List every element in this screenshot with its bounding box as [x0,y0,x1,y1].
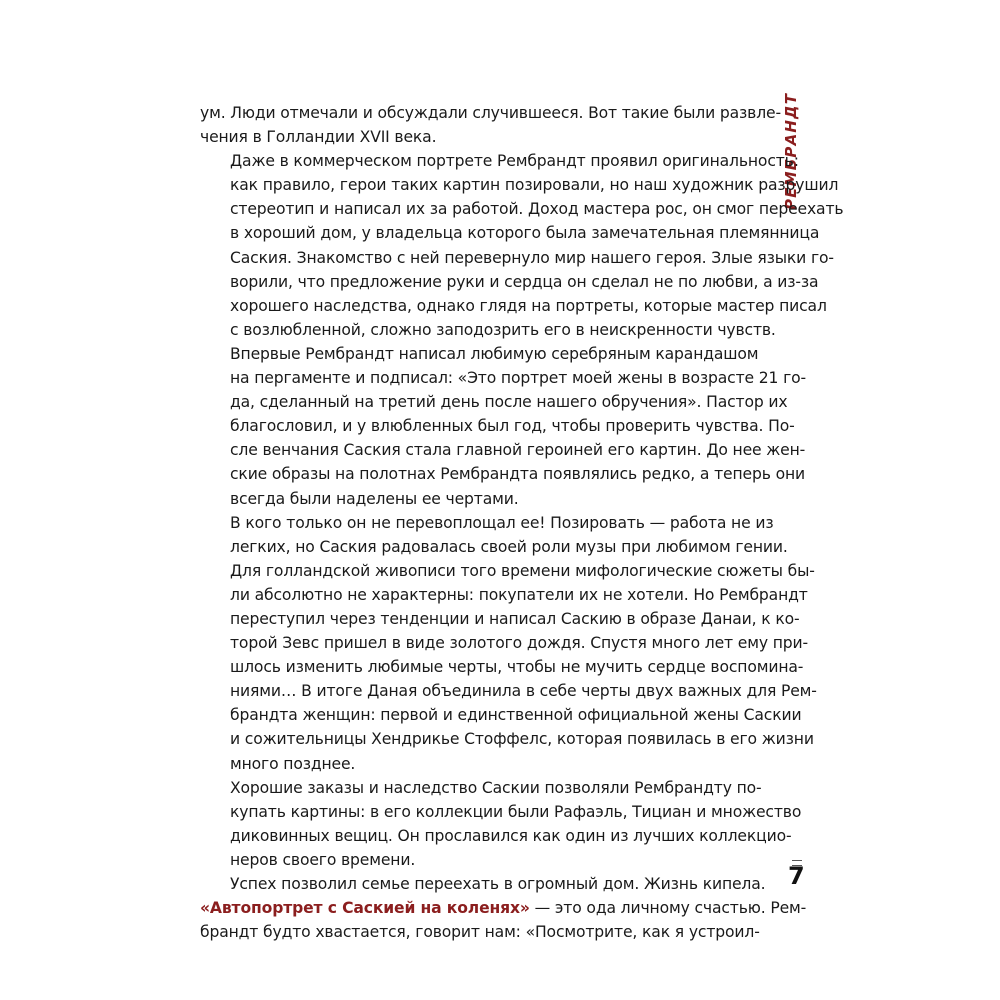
artwork-title: «Автопортрет с Саскией на коленях» [200,899,530,918]
text-line: ли абсолютно не характерны: покупатели их не хотели. Но Рембрандт [230,585,808,604]
paragraph-6 [200,872,766,896]
text-line: В кого только он не перевоплощал ее! Позировать — работа не из [230,513,774,532]
text-line: как правило, герои таких картин позировали, но наш художник разрушил [230,176,839,195]
paragraph-4 [200,511,817,776]
paragraph-2 [200,149,844,342]
text-line: Даже в коммерческом портрете Рембрандт проявил оригинальность: [230,152,799,171]
text-line: Хорошие заказы и наследство Саскии позволяли Рембрандту по- [230,778,762,797]
paragraph-5 [200,776,802,872]
text-line: ниями… В итоге Даная объединила в себе черты двух важных для Рем- [230,682,817,701]
paragraph-1 [200,101,781,149]
text-line: диковинных вещиц. Он прославился как один из лучших коллекцио- [230,826,792,845]
text-line: много позднее. [230,754,356,773]
text-line: благословил, и у влюбленных был год, чтобы проверить чувства. По- [230,417,795,436]
text-line: с возлюбленной, сложно заподозрить его в неискренности чувств. [230,320,776,339]
text-line: легких, но Саския радовалась своей роли музы при любимом гении. [230,537,788,556]
text-line: брандт будто хвастается, говорит нам: «Посмотрите, как я устроил- [200,923,760,942]
paragraph-6-continued [200,896,807,944]
text-line: купать картины: в его коллекции были Рафаэль, Тициан и множество [230,802,802,821]
text-line: чения в Голландии XVII века. [200,128,437,147]
text-line: ум. Люди отмечали и обсуждали случившееся. Вот такие были развле- [200,104,781,122]
body-text [200,101,844,944]
paragraph-3 [200,342,807,511]
text-line: Успех позволил семье переехать в огромный дом. Жизнь кипела. [230,875,766,893]
text-line: да, сделанный на третий день после нашего обручения». Пастор их [230,393,788,412]
page-number: 7 [788,862,805,890]
text-line: хорошего наследства, однако глядя на портреты, которые мастер писал [230,296,827,315]
text-fragment: — это ода личному счастью. Рем- [529,899,807,918]
text-line-with-title [200,896,807,920]
text-line: в хороший дом, у владельца которого была замечательная племянница [230,224,820,243]
text-line: шлось изменить любимые черты, чтобы не мучить сердце воспомина- [230,658,804,677]
text-line: всегда были наделены ее чертами. [230,489,519,508]
text-line: брандта женщин: первой и единственной официальной жены Саскии [230,706,802,725]
text-line: неров своего времени. [230,850,416,869]
text-line: переступил через тенденции и написал Саскию в образе Данаи, к ко- [230,609,800,628]
text-line: ские образы на полотнах Рембрандта появлялись редко, а теперь они [230,465,805,484]
text-line: и сожительницы Хендрикье Стоффелс, которая появилась в его жизни [230,730,814,749]
text-line: стереотип и написал их за работой. Доход мастера рос, он смог переехать [230,200,844,219]
running-head-text: РЕМБРАНДТ [782,92,800,210]
text-line: Впервые Рембрандт написал любимую серебряным карандашом [230,344,759,363]
text-line: торой Зевс пришел в виде золотого дождя. Спустя много лет ему при- [230,634,808,653]
text-line: Саския. Знакомство с ней перевернуло мир нашего героя. Злые языки го- [230,248,834,267]
text-line: ворили, что предложение руки и сердца он сделал не по любви, а из-за [230,272,819,291]
text-line: сле венчания Саския стала главной героиней его картин. До нее жен- [230,441,806,460]
text-line: на пергаменте и подписал: «Это портрет моей жены в возрасте 21 го- [230,369,807,388]
text-line: Для голландской живописи того времени мифологические сюжеты бы- [230,561,815,580]
